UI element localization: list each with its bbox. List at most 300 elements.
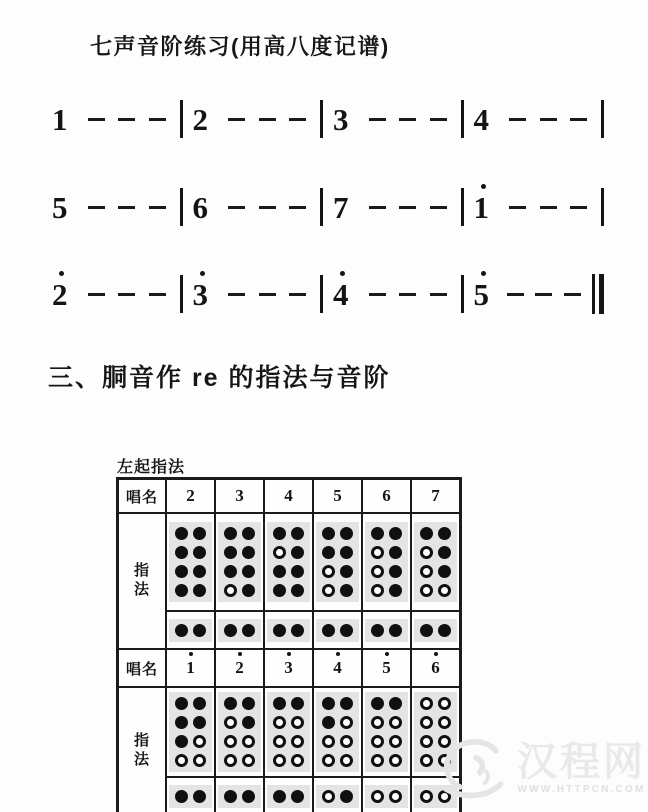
rest-dash <box>430 206 447 209</box>
hole-row <box>273 565 304 578</box>
hole-closed-icon <box>389 584 402 597</box>
hole-closed-icon <box>291 546 304 559</box>
solfege-name-cell <box>166 649 215 687</box>
solfege-name-row <box>118 649 461 687</box>
hole-row <box>322 565 353 578</box>
solfege-number: 6 <box>431 659 440 676</box>
hole-row <box>175 565 206 578</box>
hole-closed-icon <box>193 624 206 637</box>
hole-closed-icon <box>193 716 206 729</box>
fingering-grid <box>414 522 457 602</box>
note-number: 1 <box>474 192 496 223</box>
solfege-number: 5 <box>333 486 342 505</box>
hole-closed-icon <box>340 584 353 597</box>
hole-closed-icon <box>242 565 255 578</box>
hole-closed-icon <box>273 624 286 637</box>
barline <box>180 275 183 313</box>
fingering-grid <box>365 785 408 808</box>
solfege-name-cell <box>411 479 461 514</box>
hole-open-icon <box>371 716 384 729</box>
rest-dash <box>430 118 447 121</box>
solfege-name-cell <box>215 649 264 687</box>
hole-open-icon <box>322 584 335 597</box>
rest-dash <box>507 293 524 296</box>
hole-closed-icon <box>438 624 451 637</box>
hole-row <box>420 697 451 710</box>
section-heading: 三、胴音作 re 的指法与音阶 <box>48 364 391 392</box>
hole-closed-icon <box>340 527 353 540</box>
hole-row <box>175 527 206 540</box>
fingering-grid <box>267 785 310 808</box>
octave-dot <box>336 652 340 656</box>
hole-closed-icon <box>224 624 237 637</box>
hole-closed-icon <box>175 527 188 540</box>
hole-closed-icon <box>291 697 304 710</box>
hole-closed-icon <box>389 527 402 540</box>
hole-closed-icon <box>340 546 353 559</box>
hole-row <box>224 546 255 559</box>
fingering-grid <box>365 692 408 772</box>
hole-closed-icon <box>420 527 433 540</box>
hole-open-icon <box>371 790 384 803</box>
hole-closed-icon <box>193 565 206 578</box>
rest-dash <box>399 206 416 209</box>
hole-closed-icon <box>242 546 255 559</box>
hole-closed-icon <box>175 716 188 729</box>
hole-closed-icon <box>389 565 402 578</box>
hole-closed-icon <box>438 565 451 578</box>
rest-dash <box>369 293 386 296</box>
fingering-grid <box>316 522 359 602</box>
row-label-cell: 唱名 <box>118 479 167 514</box>
hole-row <box>224 790 255 803</box>
rest-dash <box>535 293 552 296</box>
hole-open-icon <box>322 754 335 767</box>
rest-dash <box>399 118 416 121</box>
solfege-name-cell <box>362 479 411 514</box>
rest-dash <box>88 293 105 296</box>
solfege-name-cell <box>264 479 313 514</box>
hole-row <box>322 716 353 729</box>
hole-open-icon <box>389 790 402 803</box>
notation-line <box>46 96 608 142</box>
hole-open-icon <box>273 546 286 559</box>
hole-open-icon <box>438 697 451 710</box>
hole-closed-icon <box>175 546 188 559</box>
hole-row <box>175 697 206 710</box>
hole-row <box>224 565 255 578</box>
hole-open-icon <box>242 735 255 748</box>
hole-row <box>420 716 451 729</box>
hole-open-icon <box>193 754 206 767</box>
hole-row <box>175 584 206 597</box>
fingering-grid <box>218 522 261 602</box>
hole-closed-icon <box>273 790 286 803</box>
rest-dash <box>564 293 581 296</box>
hole-closed-icon <box>273 565 286 578</box>
solfege-name-cell <box>264 649 313 687</box>
notation-line <box>46 184 608 230</box>
hole-closed-icon <box>224 546 237 559</box>
hole-row <box>273 790 304 803</box>
hole-row <box>420 527 451 540</box>
solfege-number: 4 <box>333 659 342 676</box>
hole-open-icon <box>273 735 286 748</box>
hole-closed-icon <box>340 565 353 578</box>
fingering-grid-cell <box>313 513 362 611</box>
hole-row <box>224 584 255 597</box>
hole-closed-icon <box>340 624 353 637</box>
hole-closed-icon <box>224 697 237 710</box>
barline <box>601 188 604 226</box>
hole-open-icon <box>340 716 353 729</box>
fingering-grid <box>267 522 310 602</box>
rest-dash <box>118 118 135 121</box>
solfege-number: 7 <box>431 486 440 505</box>
rest-dash <box>289 206 306 209</box>
fingering-grid-cell <box>264 513 313 611</box>
hole-open-icon <box>420 546 433 559</box>
hole-row <box>224 527 255 540</box>
hole-row <box>224 716 255 729</box>
hole-row <box>273 735 304 748</box>
watermark-url: WWW.HTTPCN.COM <box>517 783 646 795</box>
solfege-name-row <box>118 479 461 514</box>
solfege-name-cell <box>362 649 411 687</box>
hole-row <box>371 735 402 748</box>
barline <box>180 100 183 138</box>
hole-closed-icon <box>273 527 286 540</box>
hole-closed-icon <box>322 546 335 559</box>
hole-closed-icon <box>242 584 255 597</box>
fingering-grid-cell <box>362 687 411 777</box>
rest-dash <box>509 206 526 209</box>
hole-open-icon <box>371 754 384 767</box>
note-number: 4 <box>473 101 489 137</box>
note-number: 7 <box>333 189 349 225</box>
fingering-grid-cell <box>215 687 264 777</box>
hole-closed-icon <box>389 697 402 710</box>
hole-open-icon <box>389 754 402 767</box>
hole-open-icon <box>242 754 255 767</box>
fingering-grid <box>218 785 261 808</box>
barline <box>320 275 323 313</box>
note-number: 5 <box>52 189 68 225</box>
hole-closed-icon <box>224 790 237 803</box>
measure <box>46 96 187 142</box>
rest-dash <box>570 206 587 209</box>
hole-closed-icon <box>242 790 255 803</box>
fingering-grid-cell <box>166 777 215 812</box>
hole-open-icon <box>420 790 433 803</box>
hole-closed-icon <box>438 546 451 559</box>
solfege-name-cell <box>313 479 362 514</box>
hole-closed-icon <box>291 565 304 578</box>
note-number: 1 <box>52 101 68 137</box>
hole-closed-icon <box>175 565 188 578</box>
hole-open-icon <box>371 584 384 597</box>
solfege-number: 3 <box>284 659 293 676</box>
rest-dash <box>149 293 166 296</box>
fingering-grid-cell <box>215 513 264 611</box>
note-number: 6 <box>192 189 208 225</box>
fingering-grid-cell <box>362 777 411 812</box>
hole-open-icon <box>224 735 237 748</box>
rest-dash <box>259 293 276 296</box>
fingering-grid <box>414 619 457 642</box>
solfege-number: 4 <box>284 486 293 505</box>
row-label-cell: 唱名 <box>118 649 167 687</box>
hole-closed-icon <box>371 624 384 637</box>
hole-open-icon <box>420 754 433 767</box>
fingering-grid-cell <box>313 687 362 777</box>
notation-line <box>46 271 608 317</box>
hole-row <box>273 584 304 597</box>
hole-row <box>175 546 206 559</box>
hole-closed-icon <box>242 716 255 729</box>
octave-dot <box>340 271 345 276</box>
hole-closed-icon <box>273 584 286 597</box>
barline <box>461 188 464 226</box>
hole-closed-icon <box>193 584 206 597</box>
hole-closed-icon <box>242 624 255 637</box>
fingering-grid-cell <box>215 611 264 649</box>
hole-row <box>371 716 402 729</box>
fingering-grid-cell <box>166 611 215 649</box>
octave-dot <box>481 184 486 189</box>
octave-dot <box>59 271 64 276</box>
rest-dash <box>228 206 245 209</box>
hole-row <box>371 697 402 710</box>
hole-row <box>175 790 206 803</box>
note-number: 5 <box>474 279 496 310</box>
hole-closed-icon <box>175 624 188 637</box>
hole-closed-icon <box>322 716 335 729</box>
fingering-grid-cell <box>411 611 461 649</box>
hole-row <box>420 565 451 578</box>
hole-open-icon <box>420 735 433 748</box>
hole-row <box>371 527 402 540</box>
hole-row <box>322 735 353 748</box>
hole-open-icon <box>224 584 237 597</box>
hole-row <box>420 624 451 637</box>
hole-row <box>175 754 206 767</box>
rest-dash <box>149 206 166 209</box>
measure <box>46 184 187 230</box>
barline <box>320 100 323 138</box>
rest-dash <box>369 118 386 121</box>
hole-open-icon <box>389 716 402 729</box>
fingering-grid-cell <box>264 777 313 812</box>
row-label-char: 指 <box>133 732 150 750</box>
hole-row <box>322 527 353 540</box>
hole-open-icon <box>420 697 433 710</box>
solfege-name-cell <box>313 649 362 687</box>
rest-dash <box>118 293 135 296</box>
hole-open-icon <box>193 735 206 748</box>
hole-open-icon <box>291 735 304 748</box>
hole-open-icon <box>340 735 353 748</box>
hole-row <box>175 624 206 637</box>
hole-row <box>420 584 451 597</box>
watermark-logo-icon <box>437 732 513 804</box>
exercise-title: 七声音阶练习(用高八度记谱) <box>90 34 390 59</box>
solfege-number: 6 <box>382 486 391 505</box>
rest-dash <box>289 118 306 121</box>
hole-row <box>224 754 255 767</box>
row-label-char: 法 <box>133 581 150 598</box>
octave-dot <box>385 652 389 656</box>
hole-closed-icon <box>242 697 255 710</box>
hole-open-icon <box>224 754 237 767</box>
hole-row <box>273 754 304 767</box>
hole-open-icon <box>420 565 433 578</box>
hole-open-icon <box>273 754 286 767</box>
hole-row <box>273 624 304 637</box>
measure <box>327 184 468 230</box>
double-barline <box>592 274 604 314</box>
hole-row <box>273 546 304 559</box>
measure <box>468 96 609 142</box>
measure <box>468 271 609 317</box>
bottom-hole-row <box>118 777 461 812</box>
rest-dash <box>540 118 557 121</box>
rest-dash <box>259 118 276 121</box>
hole-row <box>371 584 402 597</box>
rest-dash <box>118 206 135 209</box>
fingering-grid-cell <box>313 611 362 649</box>
octave-dot <box>287 652 291 656</box>
solfege-number: 2 <box>235 659 244 676</box>
hole-closed-icon <box>291 624 304 637</box>
rest-dash <box>289 293 306 296</box>
fingering-grid <box>316 785 359 808</box>
solfege-number: 3 <box>235 486 244 505</box>
fingering-grid-cell <box>313 777 362 812</box>
hole-open-icon <box>224 716 237 729</box>
hole-closed-icon <box>175 584 188 597</box>
fingering-grid <box>267 692 310 772</box>
hole-closed-icon <box>224 527 237 540</box>
hole-closed-icon <box>291 790 304 803</box>
note-number: 2 <box>52 279 74 310</box>
hole-closed-icon <box>175 790 188 803</box>
measure <box>187 184 328 230</box>
hole-row <box>322 754 353 767</box>
hole-open-icon <box>389 735 402 748</box>
row-label-cell <box>118 687 167 812</box>
hole-closed-icon <box>438 527 451 540</box>
hole-closed-icon <box>389 624 402 637</box>
hole-open-icon <box>340 754 353 767</box>
hole-closed-icon <box>340 697 353 710</box>
row-label-char: 指 <box>133 562 150 580</box>
hole-row <box>273 697 304 710</box>
solfege-name-cell <box>411 649 461 687</box>
hole-closed-icon <box>193 546 206 559</box>
hole-row <box>175 735 206 748</box>
hole-closed-icon <box>291 584 304 597</box>
note-number: 2 <box>192 101 208 137</box>
rest-dash <box>570 118 587 121</box>
octave-dot <box>238 652 242 656</box>
fingering-grid-cell <box>362 611 411 649</box>
fingering-grid <box>316 619 359 642</box>
hole-closed-icon <box>291 527 304 540</box>
fingering-table <box>116 477 462 812</box>
hole-row <box>371 624 402 637</box>
hole-row <box>371 565 402 578</box>
hole-open-icon <box>273 716 286 729</box>
fingering-grid <box>267 619 310 642</box>
rest-dash <box>540 206 557 209</box>
barline-thin <box>592 274 595 314</box>
rest-dash <box>88 118 105 121</box>
rest-dash <box>369 206 386 209</box>
hole-row <box>224 735 255 748</box>
hole-closed-icon <box>322 527 335 540</box>
hole-open-icon <box>371 565 384 578</box>
hole-closed-icon <box>420 624 433 637</box>
hole-open-icon <box>175 754 188 767</box>
hole-closed-icon <box>322 624 335 637</box>
barline <box>320 188 323 226</box>
measure <box>327 96 468 142</box>
fingering-grid-cell <box>264 611 313 649</box>
fingering-row <box>118 687 461 777</box>
solfege-number: 2 <box>186 486 195 505</box>
hole-closed-icon <box>340 790 353 803</box>
fingering-grid-cell <box>411 513 461 611</box>
measure <box>327 271 468 317</box>
fingering-grid <box>365 619 408 642</box>
fingering-grid <box>316 692 359 772</box>
fingering-grid-cell <box>264 687 313 777</box>
watermark <box>437 732 646 804</box>
measure <box>46 271 187 317</box>
hole-row <box>322 624 353 637</box>
hole-open-icon <box>371 735 384 748</box>
hole-row <box>273 527 304 540</box>
hole-closed-icon <box>242 527 255 540</box>
hole-closed-icon <box>371 527 384 540</box>
fingering-grid-cell <box>166 687 215 777</box>
note-number: 4 <box>333 279 355 310</box>
solfege-number: 5 <box>382 659 391 676</box>
row-label-char: 法 <box>133 751 150 768</box>
hole-row <box>273 716 304 729</box>
hole-row <box>175 716 206 729</box>
solfege-name-cell <box>215 479 264 514</box>
hole-row <box>322 790 353 803</box>
solfege-name-cell <box>166 479 215 514</box>
fingering-grid <box>169 785 212 808</box>
hole-row <box>371 546 402 559</box>
fingering-grid-cell <box>166 513 215 611</box>
rest-dash <box>509 118 526 121</box>
octave-dot <box>189 652 193 656</box>
hole-open-icon <box>322 565 335 578</box>
row-label-cell <box>118 513 167 649</box>
hole-row <box>371 754 402 767</box>
solfege-number: 1 <box>186 659 195 676</box>
measure <box>187 96 328 142</box>
barline-thick <box>599 274 604 314</box>
hole-closed-icon <box>273 697 286 710</box>
octave-dot <box>200 271 205 276</box>
hole-row <box>224 624 255 637</box>
watermark-brand: 汉程网 <box>517 739 646 784</box>
